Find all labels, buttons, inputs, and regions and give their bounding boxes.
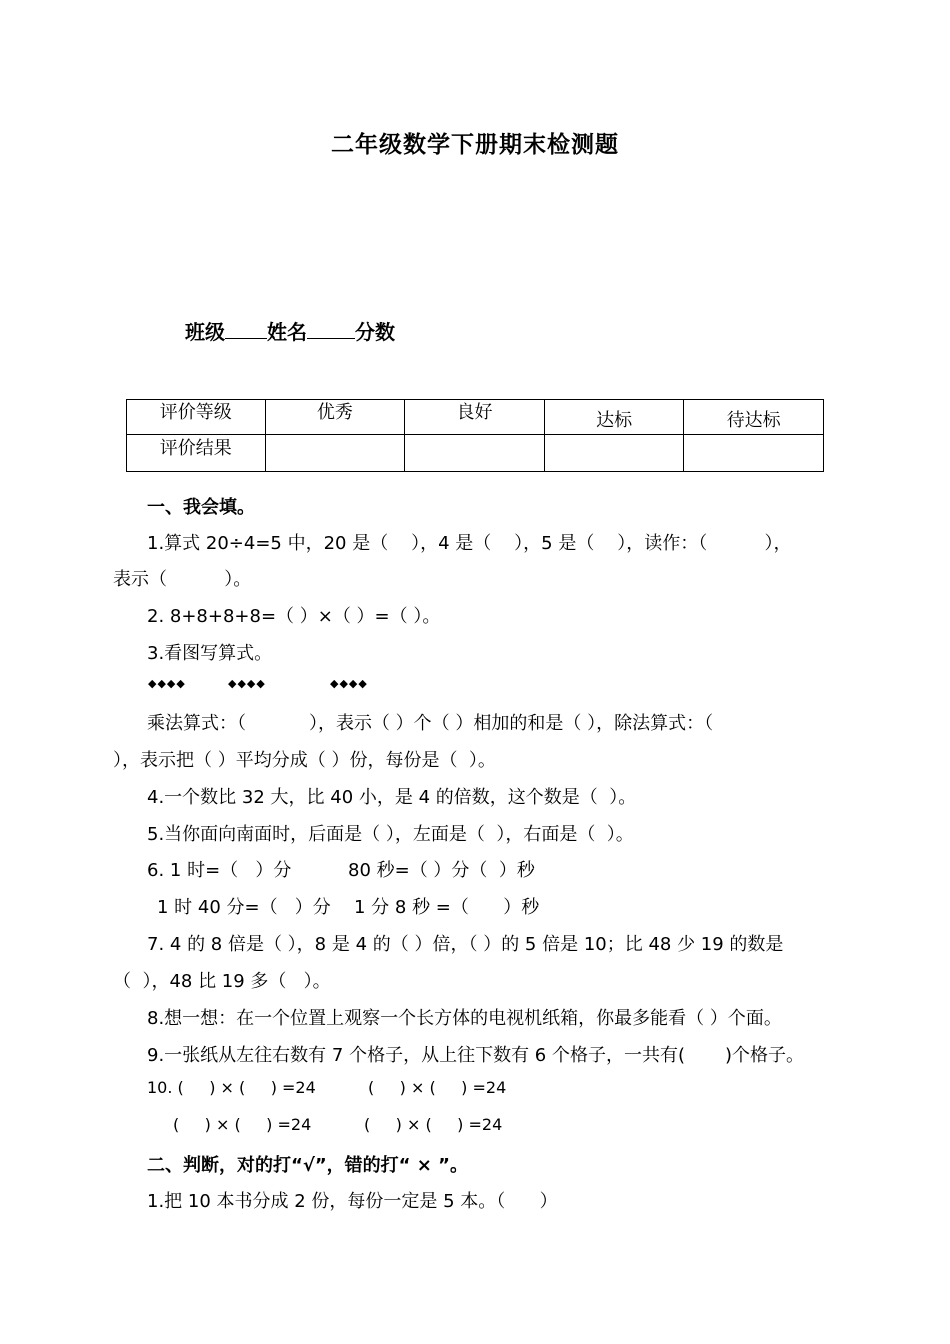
question-line: 1.把 10 本书分成 2 份，每份一定是 5 本。（ ） — [147, 1191, 558, 1212]
question-line: 80 秒=（ ）分（ ）秒 — [348, 860, 535, 881]
name-label: 姓名 — [267, 320, 307, 344]
question-line: 8.想一想：在一个位置上观察一个长方体的电视机纸箱，你最多能看（ ）个面。 — [147, 1008, 782, 1029]
student-info — [185, 316, 395, 345]
class-label: 班级 — [185, 320, 225, 344]
question-line: ( ) × ( ) =24 — [173, 1115, 312, 1134]
diamond-group: ◆◆◆◆ — [148, 677, 186, 690]
result-cell[interactable] — [684, 435, 824, 472]
diamond-group: ◆◆◆◆ — [330, 677, 368, 690]
page-title: 二年级数学下册期末检测题 — [331, 132, 619, 158]
evaluation-table — [126, 399, 824, 472]
question-line: ），表示把（ ）平均分成（ ）份，每份是（ ）。 — [113, 750, 496, 771]
table-header-cell: 评价等级 — [127, 400, 266, 435]
question-line: 1 时 40 分=（ ）分 — [157, 897, 331, 918]
class-blank[interactable] — [225, 318, 267, 339]
question-line: 3.看图写算式。 — [147, 643, 273, 664]
question-line: ( ) × ( ) =24 — [364, 1115, 503, 1134]
question-line: 2. 8+8+8+8=（ ）×（ ）=（ ）。 — [147, 606, 441, 627]
table-row — [127, 435, 824, 472]
question-line: 10. ( ) × ( ) =24 — [147, 1078, 316, 1097]
question-line: 乘法算式：（ ），表示（ ）个（ ）相加的和是（ ），除法算式：（ — [147, 713, 714, 734]
question-line: ( ) × ( ) =24 — [368, 1078, 507, 1097]
question-line: 5.当你面向南面时，后面是（ ），左面是（ ），右面是（ ）。 — [147, 824, 634, 845]
question-line: 表示（ ）。 — [113, 569, 252, 590]
question-line: （ ），48 比 19 多（ ）。 — [113, 971, 331, 992]
result-cell[interactable] — [544, 435, 684, 472]
name-blank[interactable] — [307, 318, 355, 339]
diamond-group: ◆◆◆◆ — [228, 677, 266, 690]
table-header-cell: 待达标 — [684, 400, 824, 435]
table-row — [127, 400, 824, 435]
question-line: 9.一张纸从左往右数有 7 个格子，从上往下数有 6 个格子，一共有( )个格子。 — [147, 1045, 805, 1066]
question-line: 7. 4 的 8 倍是（ ），8 是 4 的（ ）倍，（ ）的 5 倍是 10；比 48 少 19 的数是 — [147, 934, 784, 955]
result-label-cell: 评价结果 — [127, 435, 266, 472]
table-header-cell: 达标 — [544, 400, 684, 435]
question-line: 1 分 8 秒 =（ ）秒 — [354, 897, 540, 918]
section-heading: 二、判断，对的打“√”，错的打“ × ”。 — [147, 1155, 468, 1176]
question-line: 1.算式 20÷4=5 中，20 是（ ），4 是（ ），5 是（ ），读作：（ ）， — [147, 533, 792, 554]
result-cell[interactable] — [405, 435, 545, 472]
question-line: 4.一个数比 32 大，比 40 小，是 4 的倍数，这个数是（ ）。 — [147, 787, 637, 808]
score-label: 分数 — [355, 320, 395, 344]
table-header-cell: 良好 — [405, 400, 545, 435]
result-cell[interactable] — [265, 435, 405, 472]
table-header-cell: 优秀 — [265, 400, 405, 435]
section-heading: 一、我会填。 — [147, 497, 255, 518]
question-line: 6. 1 时=（ ）分 — [147, 860, 292, 881]
